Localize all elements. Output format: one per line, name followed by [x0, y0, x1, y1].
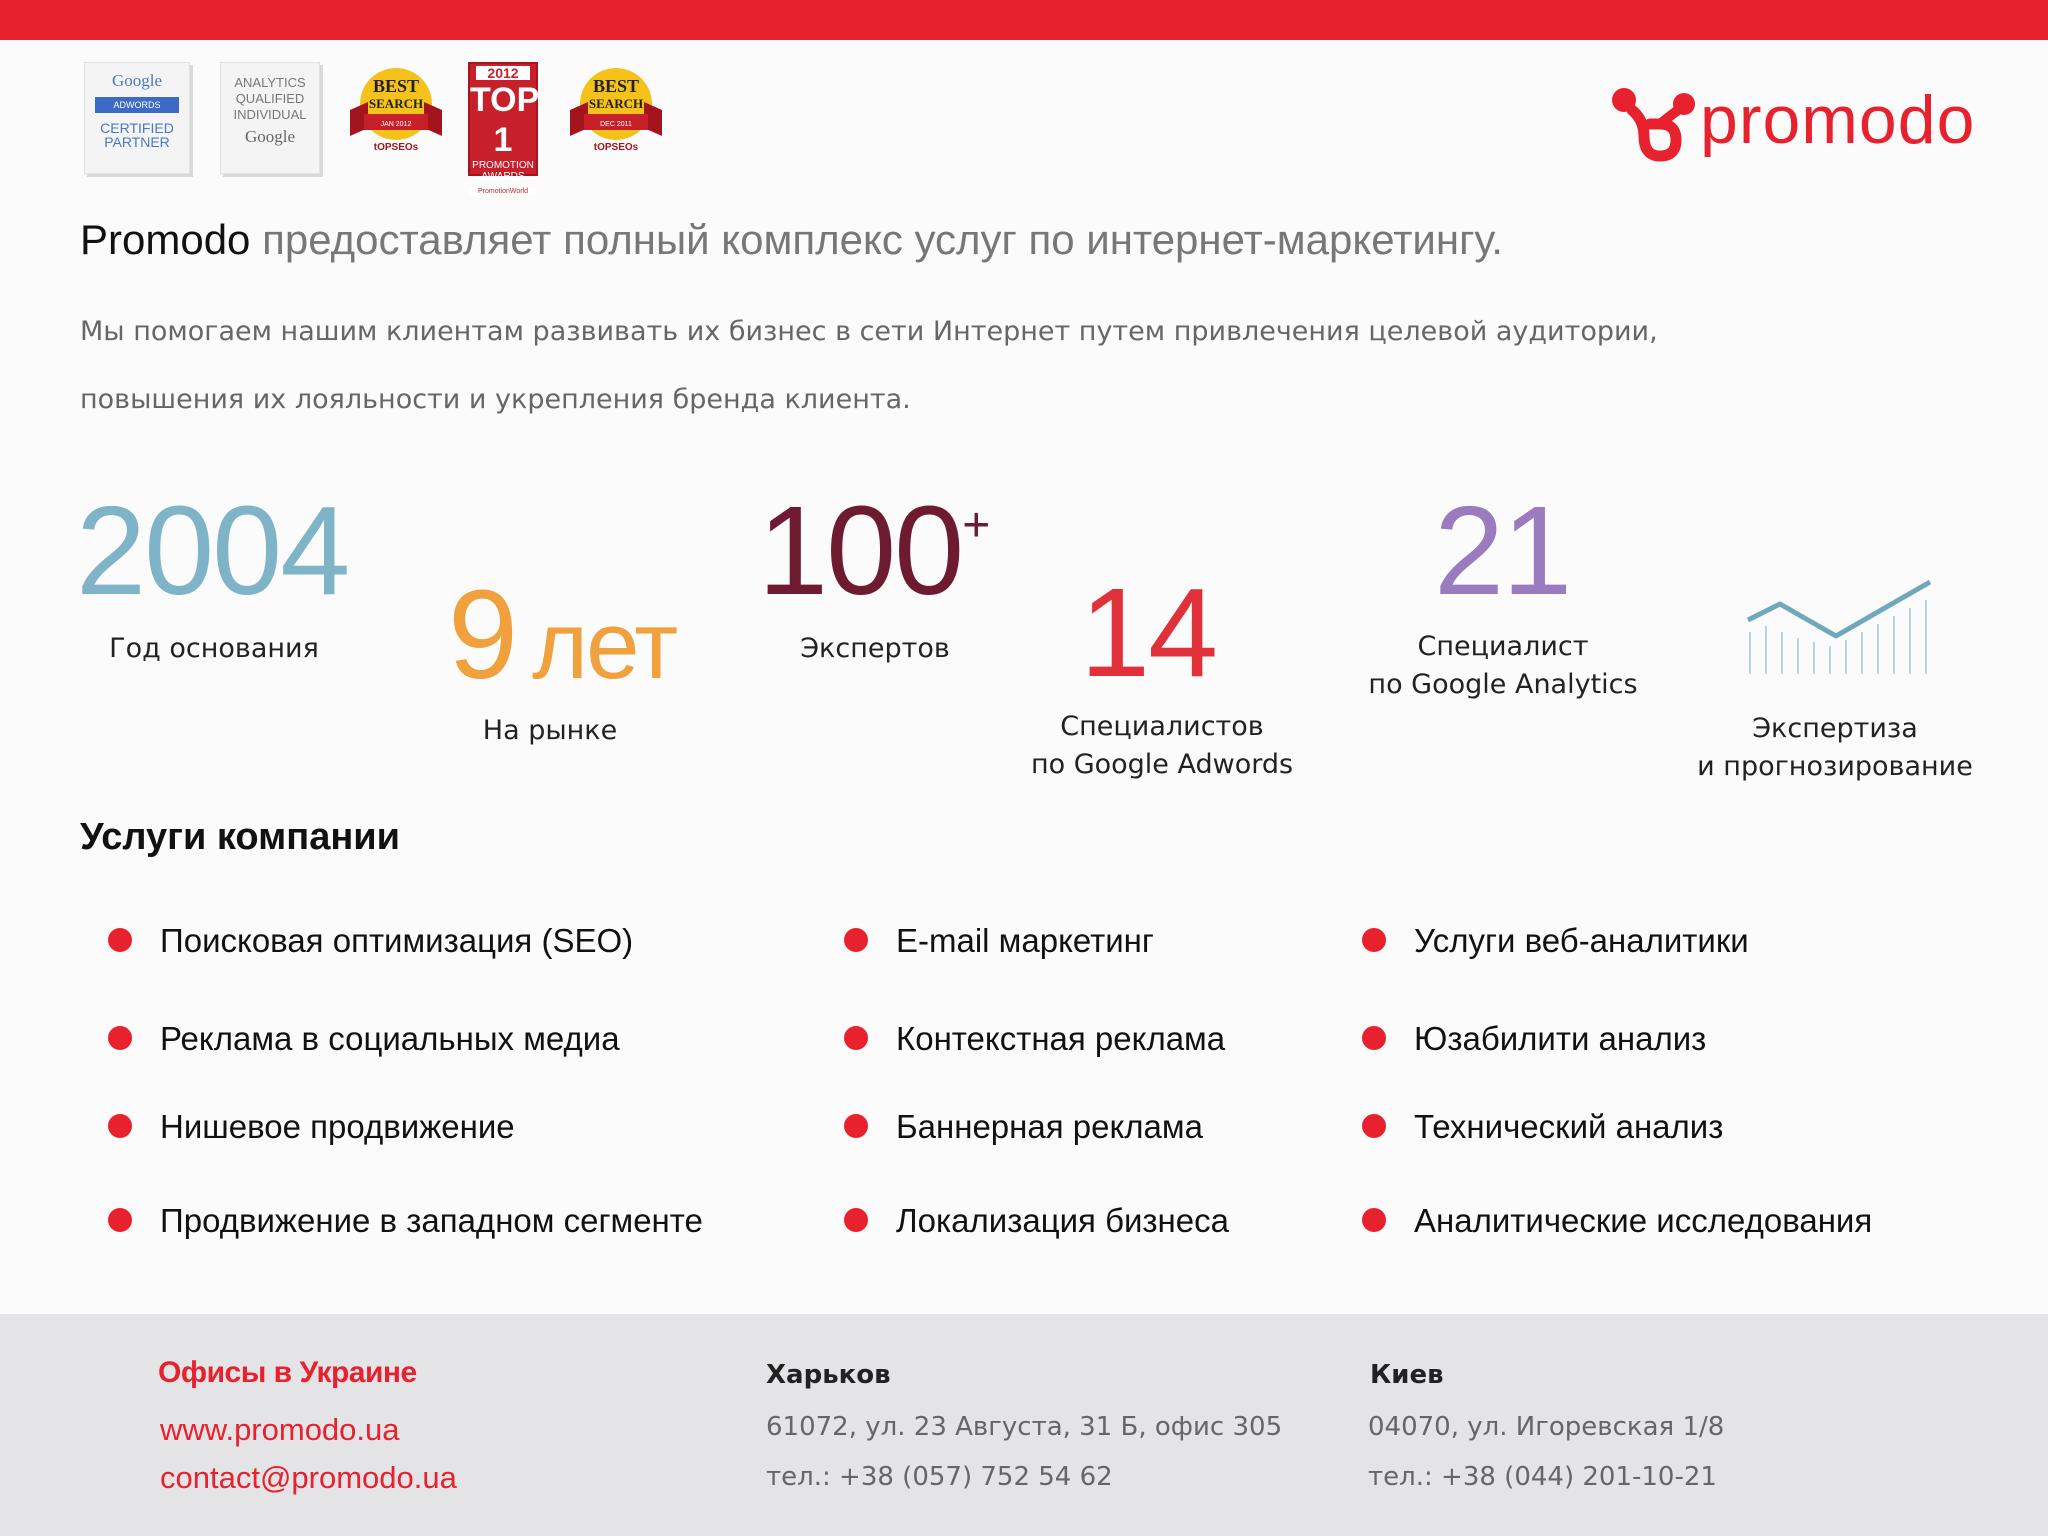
service-label: Нишевое продвижение — [160, 1108, 515, 1145]
badge-line: BEST — [592, 76, 640, 96]
badge-line: SEARCH — [368, 96, 424, 111]
office-address-kharkiv: 61072, ул. 23 Августа, 31 Б, офис 305 — [766, 1412, 1283, 1442]
page-headline — [80, 216, 1503, 264]
bullet-icon — [1362, 1026, 1386, 1050]
service-label: Технический анализ — [1414, 1108, 1724, 1145]
stat-label-line: Специалистов — [1060, 711, 1264, 742]
stat-label-line: и прогнозирование — [1697, 751, 1973, 782]
best-search-badge — [346, 62, 446, 172]
badge-line: AWARDS — [481, 171, 525, 182]
badge-line: BEST — [372, 76, 420, 96]
stat-experts-value: 100 — [758, 480, 963, 621]
badge-year: 2012 — [476, 66, 530, 80]
bullet-icon — [108, 928, 132, 952]
office-address-kyiv: 04070, ул. Игоревская 1/8 — [1368, 1412, 1725, 1442]
bullet-icon — [108, 1114, 132, 1138]
service-label: E-mail маркетинг — [896, 922, 1154, 959]
intro-line-1: Мы помогаем нашим клиентам развивать их бизнес в сети Интернет путем привлечения целевой аудитории, — [80, 316, 1658, 347]
stat-forecast-label — [1680, 710, 1990, 786]
badge-line: ANALYTICS — [234, 75, 306, 90]
top-promotion-award-badge — [468, 62, 540, 195]
stat-years-label: На рынке — [482, 715, 618, 746]
services-title: Услуги компании — [80, 816, 400, 858]
offices-title: Офисы в Украине — [158, 1356, 417, 1389]
badge-brand: Google — [244, 127, 296, 146]
badge-big: TOP 1 — [470, 81, 540, 159]
trend-chart-icon — [1744, 576, 1934, 676]
stat-experts-suffix: + — [962, 499, 989, 552]
list-item — [844, 1020, 1225, 1058]
badge-date: JAN 2012 — [380, 121, 412, 128]
stat-years — [448, 564, 677, 705]
stat-label-line: Специалист — [1417, 631, 1589, 662]
list-item — [844, 1202, 1229, 1240]
service-label: Контекстная реклама — [896, 1020, 1226, 1057]
bullet-icon — [844, 928, 868, 952]
list-item — [108, 922, 633, 960]
bullet-icon — [1362, 1114, 1386, 1138]
service-label: Баннерная реклама — [896, 1108, 1203, 1145]
stat-label-line: Экспертиза — [1752, 713, 1918, 744]
promodo-logo — [1604, 80, 1984, 170]
badge-line: PROMOTION — [472, 160, 534, 171]
stat-founded-year: 2004 — [76, 480, 349, 621]
badge-date: DEC 2011 — [600, 121, 632, 128]
badge-brand: tOPSEOs — [373, 142, 419, 153]
footer — [0, 1314, 2048, 1536]
service-label: Продвижение в западном сегменте — [160, 1202, 703, 1239]
bullet-icon — [108, 1026, 132, 1050]
bullet-icon — [844, 1026, 868, 1050]
badge-line: PARTNER — [104, 134, 170, 150]
analytics-qualified-badge — [220, 62, 320, 174]
intro-line-2: повышения их лояльности и укрепления бренда клиента. — [80, 384, 911, 415]
bullet-icon — [1362, 928, 1386, 952]
list-item — [1362, 1202, 1872, 1240]
badge-line: INDIVIDUAL — [233, 107, 307, 122]
service-label: Услуги веб-аналитики — [1414, 922, 1749, 959]
service-label: Локализация бизнеса — [896, 1202, 1229, 1239]
promodo-logo-icon — [1604, 80, 1700, 170]
badge-line: CERTIFIED — [100, 120, 174, 136]
office-phone-kyiv: тел.: +38 (044) 201-10-21 — [1368, 1462, 1717, 1492]
list-item — [108, 1108, 515, 1146]
email-link[interactable]: contact@promodo.ua — [160, 1460, 457, 1495]
badge-line: SEARCH — [588, 96, 644, 111]
office-city-kharkiv: Харьков — [766, 1360, 891, 1390]
list-item — [1362, 1020, 1706, 1058]
stat-adwords-value: 14 — [1080, 562, 1217, 703]
best-search-badge-2 — [566, 62, 666, 172]
stat-years-value: 9 — [448, 564, 517, 705]
list-item — [108, 1020, 620, 1058]
stat-analytics-value: 21 — [1434, 480, 1571, 621]
office-city-kyiv: Киев — [1370, 1360, 1444, 1390]
stat-experts-label: Экспертов — [800, 633, 950, 664]
badge-source: PromotionWorld — [470, 188, 536, 195]
stat-analytics-label — [1346, 628, 1660, 704]
badge-brand: Google — [111, 71, 163, 90]
bullet-icon — [844, 1114, 868, 1138]
service-label: Реклама в социальных медиа — [160, 1020, 620, 1057]
service-label: Юзабилити анализ — [1414, 1020, 1707, 1057]
badge-product: ADWORDS — [95, 97, 179, 113]
top-red-bar — [0, 0, 2048, 40]
list-item — [844, 922, 1154, 960]
office-phone-kharkiv: тел.: +38 (057) 752 54 62 — [766, 1462, 1113, 1492]
bullet-icon — [844, 1208, 868, 1232]
badge-line: QUALIFIED — [235, 91, 305, 106]
stat-label-line: по Google Adwords — [1030, 749, 1294, 780]
badge-brand: tOPSEOs — [593, 142, 639, 153]
headline-text: предоставляет полный комплекс услуг по интернет-маркетингу. — [250, 216, 1503, 263]
list-item — [108, 1202, 703, 1240]
google-partner-badge — [84, 62, 190, 174]
list-item — [1362, 922, 1749, 960]
headline-brand: Promodo — [80, 216, 251, 263]
service-label: Аналитические исследования — [1414, 1202, 1873, 1239]
bullet-icon — [108, 1208, 132, 1232]
list-item — [844, 1108, 1203, 1146]
bullet-icon — [1362, 1208, 1386, 1232]
list-item — [1362, 1108, 1723, 1146]
stat-adwords-label — [1012, 708, 1312, 784]
logo-text: promodo — [1700, 82, 1976, 158]
stat-founded-label: Год основания — [109, 633, 319, 664]
website-link[interactable]: www.promodo.ua — [160, 1412, 400, 1447]
stat-years-unit: лет — [532, 592, 677, 699]
stat-experts — [758, 480, 989, 621]
stat-label-line: по Google Analytics — [1368, 669, 1638, 700]
service-label: Поисковая оптимизация (SEO) — [160, 922, 634, 959]
